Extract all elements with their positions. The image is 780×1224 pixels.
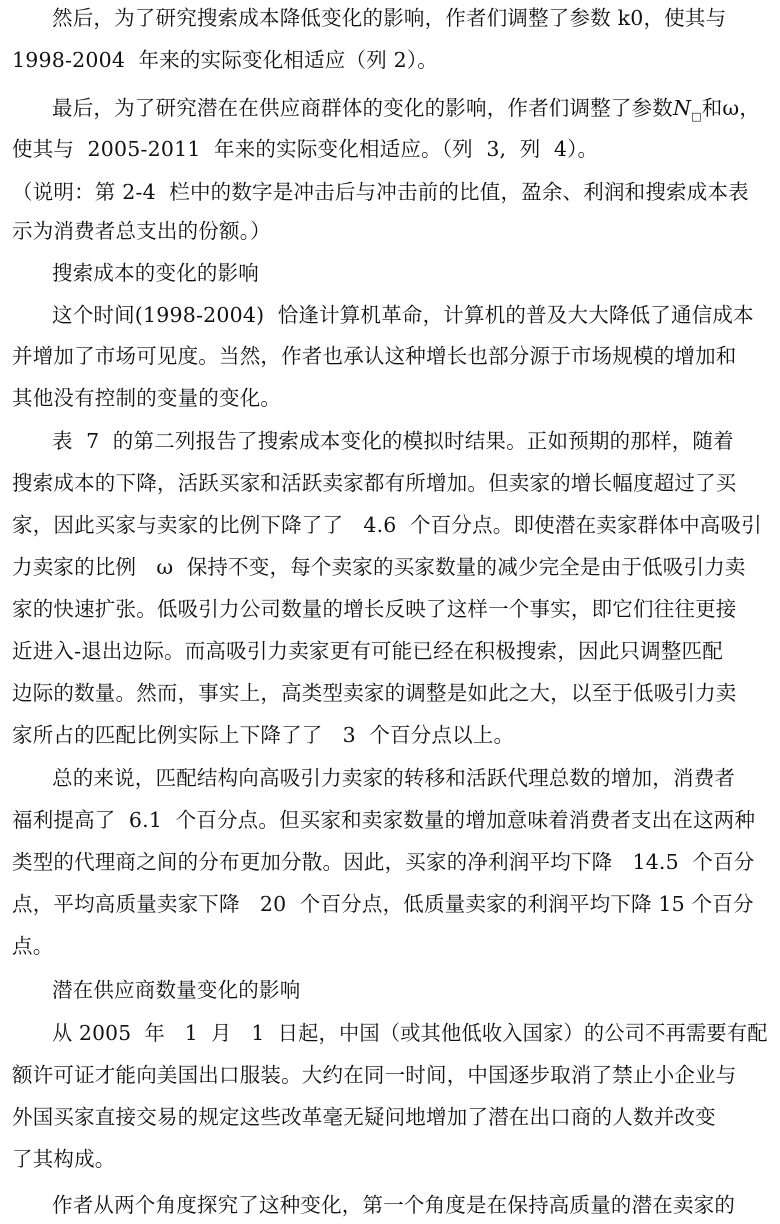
p8-line-1: 作者从两个角度探究了这种变化，第一个角度是在保持高质量的潜在卖家的 — [52, 1193, 736, 1217]
p5-line-7: 边际的数量。然而，事实上，高类型卖家的调整是如此之大，以至于低吸引力卖 — [12, 681, 737, 705]
p1-line-1: 然后，为了研究搜索成本降低变化的影响，作者们调整了参数 k0，使其与 — [52, 6, 727, 30]
p2-line-1-text: 最后，为了研究潜在在供应商群体的变化的影响，作者们调整了参数 — [52, 96, 673, 120]
p5-line-3: 家，因此买家与卖家的比例下降了了 4.6 个百分点。即使潜在卖家群体中高吸引 — [12, 513, 762, 537]
p5-line-5: 家的快速扩张。低吸引力公司数量的增长反映了这样一个事实，即它们往往更接 — [12, 597, 737, 621]
p3-line-2: 示为消费者总支出的份额。） — [12, 219, 271, 243]
p2-line-1 — [52, 93, 760, 123]
p1-line-2: 1998-2004 年来的实际变化相适应（列 2）。 — [12, 48, 439, 72]
p6-line-4: 点，平均高质量卖家下降 20 个百分点，低质量卖家的利润平均下降 15 个百分 — [12, 892, 754, 916]
p3-line-1: （说明：第 2-4 栏中的数字是冲击后与冲击前的比值，盈余、利润和搜索成本表 — [12, 180, 749, 204]
p6-line-5: 点。 — [12, 934, 54, 958]
section-heading-search-cost: 搜索成本的变化的影响 — [52, 261, 259, 285]
p5-line-1: 表 7 的第二列报告了搜索成本变化的模拟时结果。正如预期的那样，随着 — [52, 429, 734, 453]
p7-line-4: 了其构成。 — [12, 1147, 116, 1171]
p2-line-2: 使其与 2005-2011 年来的实际变化相适应。（列 3, 列 4）。 — [12, 137, 599, 161]
p2-line-1-tail: 和ω， — [701, 96, 761, 120]
p6-line-3: 类型的代理商之间的分布更加分散。因此，买家的净利润平均下降 14.5 个百分 — [12, 850, 755, 874]
p5-line-2: 搜索成本的下降，活跃买家和活跃卖家都有所增加。但卖家的增长幅度超过了买 — [12, 471, 737, 495]
p4-line-1: 这个时间(1998-2004) 恰逢计算机革命，计算机的普及大大降低了通信成本 — [52, 303, 754, 327]
p5-line-6: 近进入-退出边际。而高吸引力卖家更有可能已经在积极搜索，因此只调整匹配 — [12, 639, 723, 663]
p4-line-2: 并增加了市场可见度。当然，作者也承认这种增长也部分源于市场规模的增加和 — [12, 344, 737, 368]
p4-line-3: 其他没有控制的变量的变化。 — [12, 386, 282, 410]
p6-line-2: 福利提高了 6.1 个百分点。但买家和卖家数量的增加意味着消费者支出在这两种 — [12, 808, 756, 832]
p2-variable-n: N — [673, 96, 692, 120]
p7-line-2: 额许可证才能向美国出口服装。大约在同一时间，中国逐步取消了禁止小企业与 — [12, 1063, 737, 1087]
p7-line-1: 从 2005 年 1 月 1 日起，中国（或其他低收入国家）的公司不再需要有配 — [52, 1021, 768, 1045]
p6-line-1: 总的来说，匹配结构向高吸引力卖家的转移和活跃代理总数的增加，消费者 — [52, 766, 736, 790]
section-heading-supplier-count: 潜在供应商数量变化的影响 — [52, 978, 301, 1002]
p7-line-3: 外国买家直接交易的规定这些改革毫无疑问地增加了潜在出口商的人数并改变 — [12, 1105, 716, 1129]
p5-line-4: 力卖家的比例 ω 保持不变，每个卖家的买家数量的减少完全是由于低吸引力卖 — [12, 555, 746, 579]
p2-variable-subscript: □ — [691, 110, 702, 124]
p5-line-8: 家所占的匹配比例实际上下降了了 3 个百分点以上。 — [12, 723, 515, 747]
